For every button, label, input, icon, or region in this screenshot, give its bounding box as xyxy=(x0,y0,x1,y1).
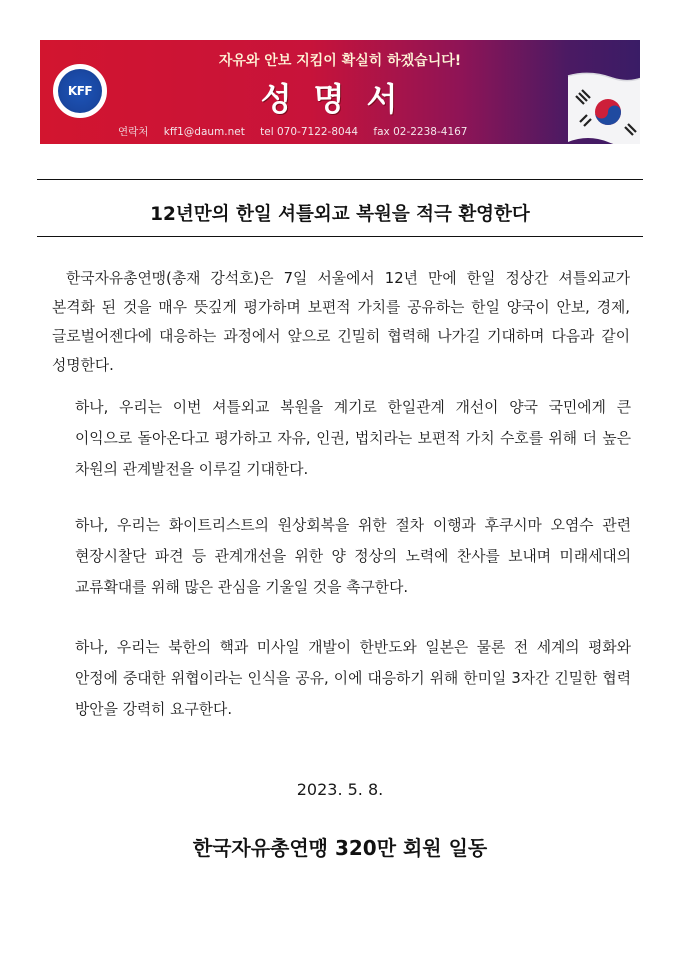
statement-item-1: 하나, 우리는 이번 셔틀외교 복원을 계기로 한일관계 개선이 양국 국민에게 큰 이익으로 돌아온다고 평가하고 자유, 인권, 법치라는 보편적 가치 수호를 위해 더 높은 차원의 관계발전을 이루길 기대한다. xyxy=(75,399,631,478)
signature: 한국자유총연맹 320만 회원 일동 xyxy=(192,836,488,860)
contact-email: kff1@daum.net xyxy=(163,126,245,138)
contact-info xyxy=(118,124,480,139)
slogan: 자유와 안보 지킴이 확실히 하겠습니다! xyxy=(218,53,462,69)
intro-paragraph: 한국자유총연맹(총재 강석호)은 7일 서울에서 12년 만에 한일 정상간 셔틀외교가 본격화 된 것을 매우 뜻깊게 평가하며 보편적 가치를 공유하는 한일 양국이 안보, 경제, 글로벌어젠다에 대응하는 과정에서 앞으로 긴밀히 협력해 나가길 기대하며 다음과 같이 성명한다. xyxy=(52,270,630,374)
top-divider xyxy=(37,179,643,180)
contact-tel: tel 070-7122-8044 xyxy=(260,126,359,138)
headline: 12년만의 한일 셔틀외교 복원을 적극 환영한다 xyxy=(150,204,530,225)
statement-title: 성명서 xyxy=(260,80,420,118)
korean-flag-icon xyxy=(560,70,640,144)
headline-divider xyxy=(37,236,643,237)
header-banner xyxy=(40,40,640,144)
statement-item-3: 하나, 우리는 북한의 핵과 미사일 개발이 한반도와 일본은 물론 전 세계의 평화와 안정에 중대한 위협이라는 인식을 공유, 이에 대응하기 위해 한미일 3자간 긴밀한 협력 방안을 강력히 요구한다. xyxy=(75,639,631,718)
logo-text: KFF xyxy=(67,84,93,98)
contact-fax: fax 02-2238-4167 xyxy=(373,126,468,138)
contact-label: 연락처 xyxy=(118,126,149,138)
statement-item-2: 하나, 우리는 화이트리스트의 원상회복을 위한 절차 이행과 후쿠시마 오염수 관련 현장시찰단 파견 등 관계개선을 위한 양 정상의 노력에 찬사를 보내며 미래세대의 교류확대를 위해 많은 관심을 기울일 것을 촉구한다. xyxy=(75,517,631,596)
statement-date: 2023. 5. 8. xyxy=(296,780,384,799)
